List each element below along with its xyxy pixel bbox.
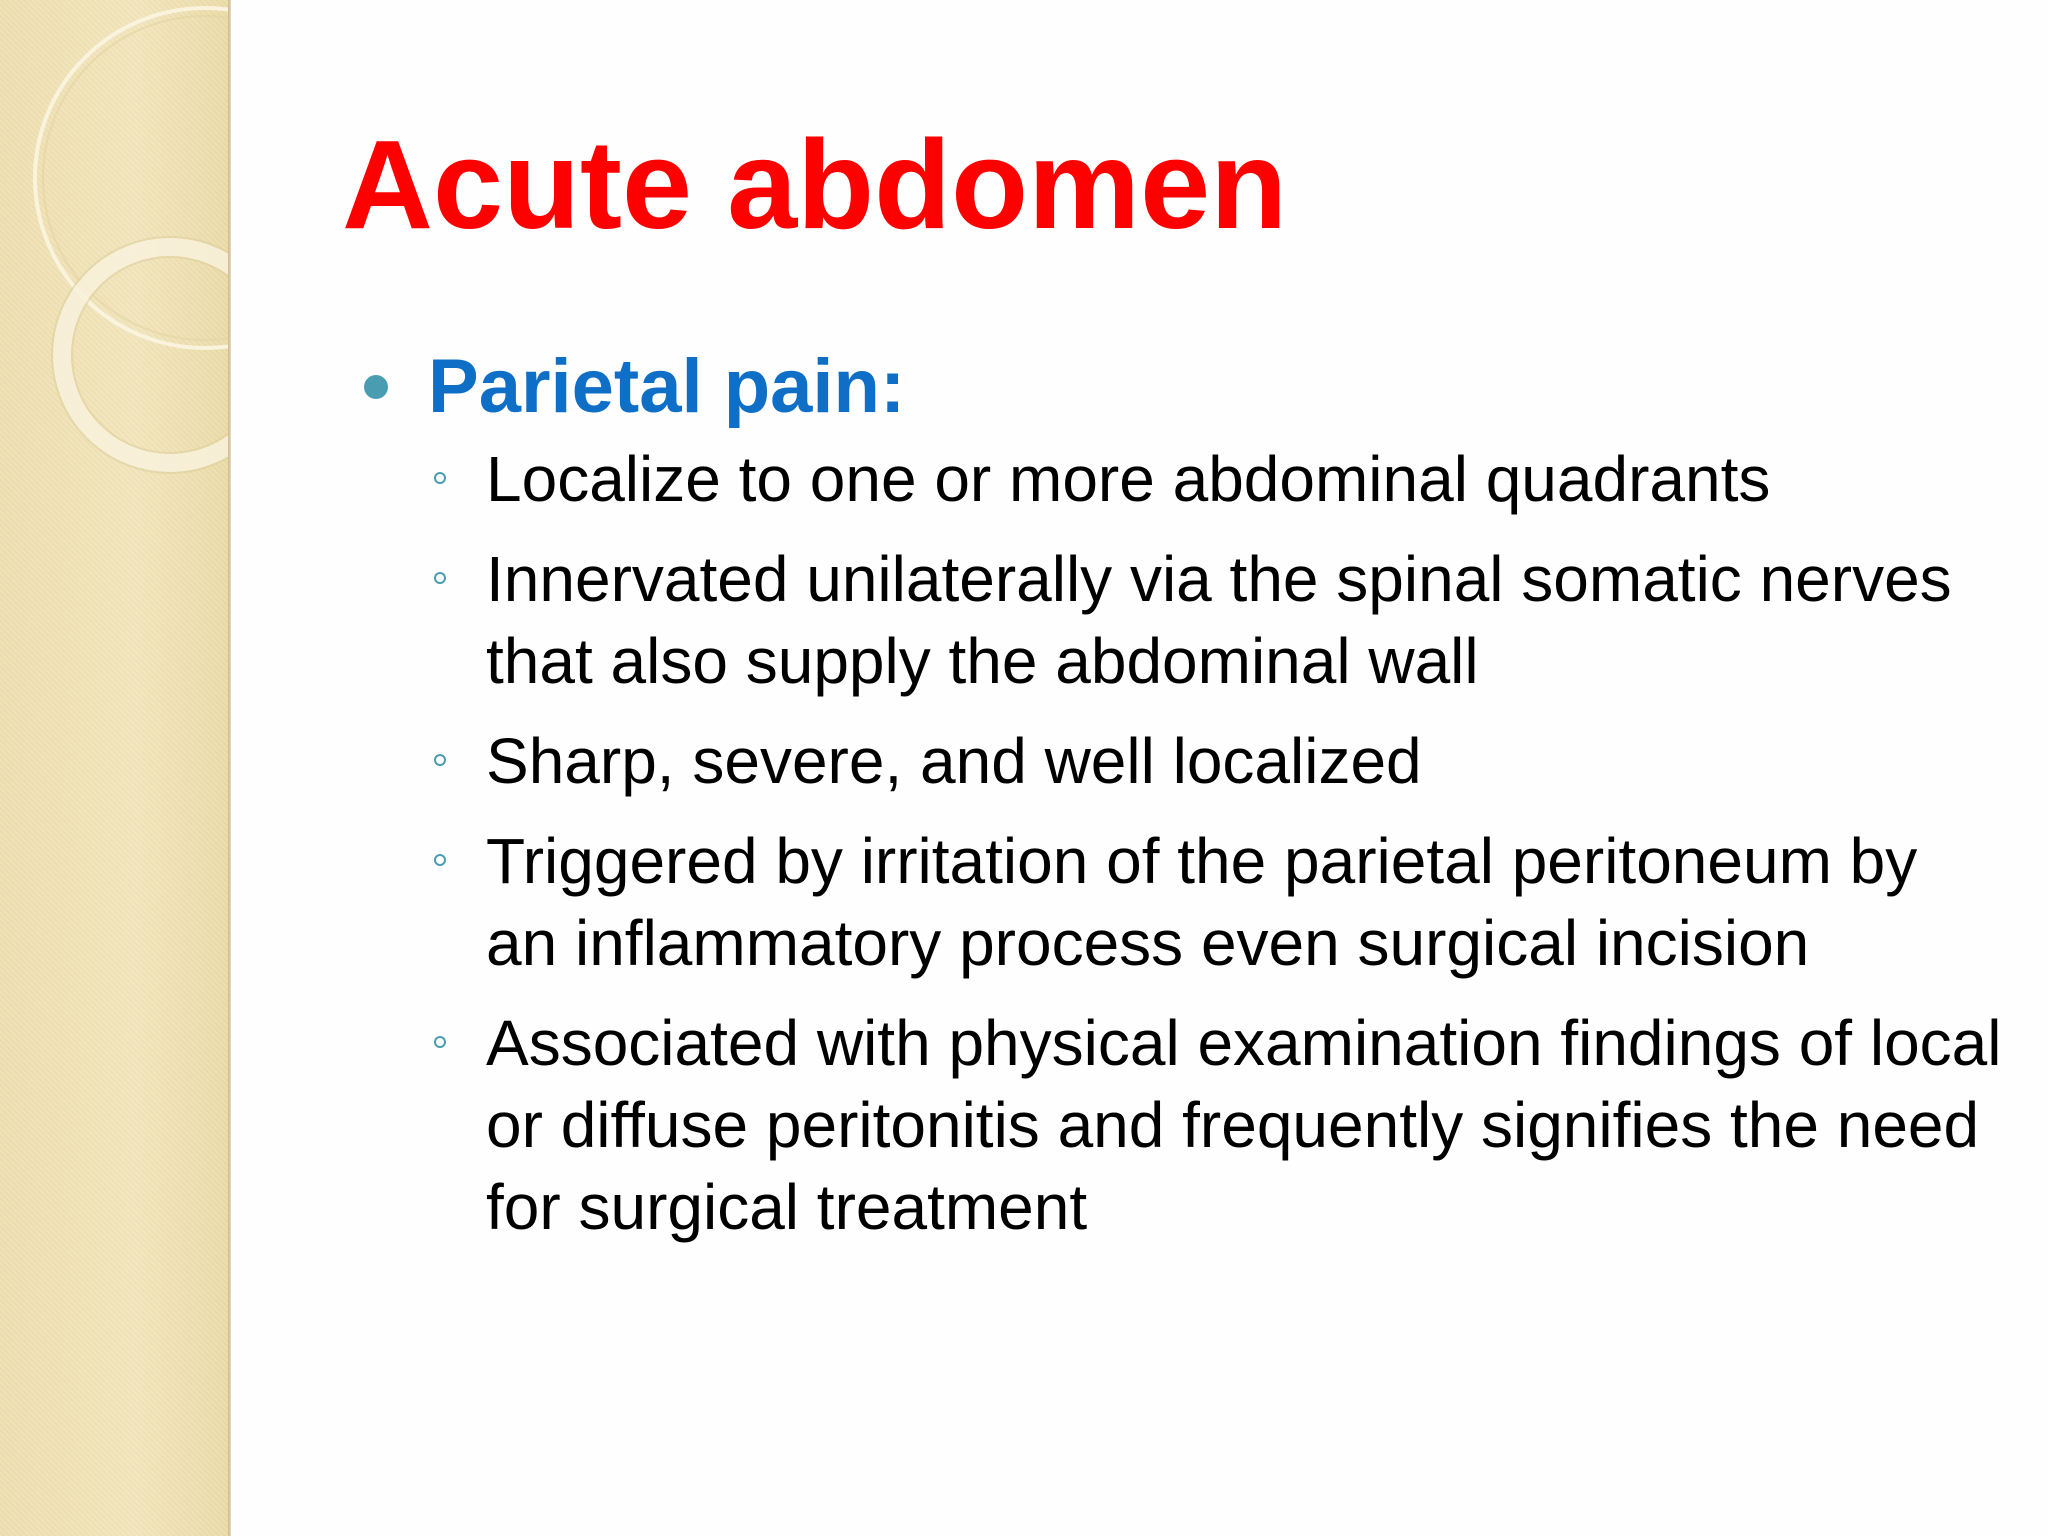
hollow-bullet-icon — [434, 472, 446, 484]
side-band-edge — [228, 0, 231, 1536]
slide-title: Acute abdomen — [342, 114, 1288, 255]
hollow-bullet-icon — [434, 572, 446, 584]
sub-bullet-item — [362, 720, 2002, 802]
hollow-bullet-icon — [434, 754, 446, 766]
hollow-bullet-icon — [434, 854, 446, 866]
sub-bullet-text: Sharp, severe, and well localized — [486, 725, 1422, 797]
sub-bullet-list — [362, 438, 2002, 1248]
hollow-bullet-icon — [434, 1036, 446, 1048]
sub-bullet-item — [362, 1002, 2002, 1248]
sub-bullet-text: Innervated unilaterally via the spinal somatic nerves that also supply the abdominal wall — [486, 543, 1952, 697]
sub-bullet-item — [362, 438, 2002, 520]
sub-bullet-text: Associated with physical examination findings of local or diffuse peritonitis and frequently signifies the need for surgical treatment — [486, 1007, 2002, 1243]
sub-bullet-text: Triggered by irritation of the parietal peritoneum by an inflammatory process even surgical incision — [486, 825, 1918, 979]
sub-bullet-item — [362, 538, 2002, 702]
sub-bullet-item — [362, 820, 2002, 984]
main-bullet — [362, 342, 2002, 432]
main-bullet-label: Parietal pain: — [428, 344, 906, 429]
decorative-rings-icon — [0, 0, 228, 520]
decorative-side-band — [0, 0, 228, 1536]
bullet-dot-icon — [364, 375, 388, 399]
sub-bullet-text: Localize to one or more abdominal quadrants — [486, 443, 1771, 515]
slide-content — [362, 342, 2002, 1266]
